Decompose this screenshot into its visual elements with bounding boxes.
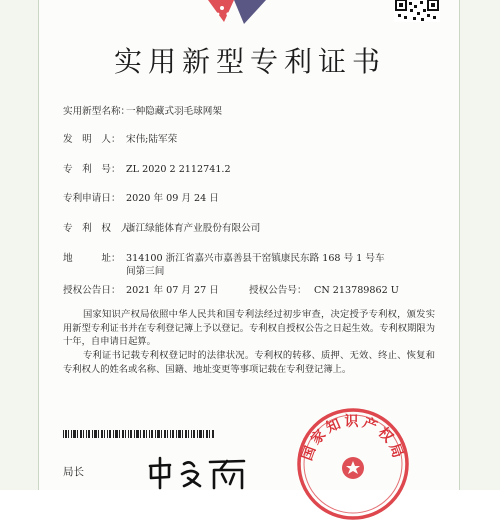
qr-code	[394, 0, 440, 22]
field-label: 授权公告日：	[63, 285, 121, 296]
field-label: 实用新型名称：	[63, 106, 131, 117]
field-value: 2021 年 07 月 27 日	[126, 285, 219, 296]
field-extra-label: 授权公告号：	[249, 285, 307, 296]
field-label: 专 利 权 人：	[63, 223, 140, 234]
barcode	[63, 430, 215, 438]
field-grant-date	[63, 284, 399, 297]
field-patentee	[63, 222, 261, 235]
field-label: 发 明 人：	[63, 134, 121, 145]
field-value: ZL 2020 2 2112741.2	[126, 164, 231, 175]
certificate-title: 实用新型专利证书	[113, 45, 386, 78]
field-value: 一种隐藏式羽毛球网架	[126, 106, 222, 117]
director-label: 局长	[63, 466, 84, 478]
field-label: 专利申请日：	[63, 193, 121, 204]
field-value-line2: 间第三间	[126, 266, 165, 277]
director-signature	[144, 456, 254, 490]
seal-text: 国家知识产权局	[299, 414, 407, 463]
field-value: 浙江绿能体育产业股份有限公司	[126, 223, 261, 234]
field-address	[63, 252, 385, 277]
emblem-graphic	[204, 0, 270, 26]
field-patent-number	[63, 163, 231, 176]
field-inventors	[63, 133, 178, 146]
field-extra-value: CN 213789862 U	[314, 285, 399, 296]
field-label: 地 址：	[63, 253, 121, 264]
field-value: 2020 年 09 月 24 日	[126, 193, 219, 204]
paragraph-legal-status: 专利证书记载专利权登记时的法律状况。专利权的转移、质押、无效、终止、恢复和专利权人的姓名或名称、国籍、地址变更等事项记载在专利登记簿上。	[63, 350, 435, 375]
field-label: 专 利 号：	[63, 164, 121, 175]
paragraph-grant-statement: 国家知识产权局依照中华人民共和国专利法经过初步审查，决定授予专利权，颁发实用新型专利证书并在专利登记簿上予以登记。专利权自授权公告之日起生效。专利权期限为十年，自申请日起算。	[63, 309, 435, 347]
field-value: 宋伟;陆军荣	[126, 134, 178, 145]
field-value: 314100 浙江省嘉兴市嘉善县干窑镇康民东路 168 号 1 号车	[126, 253, 385, 264]
field-application-date	[63, 192, 219, 205]
official-seal	[295, 406, 411, 522]
svg-text:国家知识产权局	[298, 413, 406, 463]
field-utility-model-name	[63, 105, 222, 118]
